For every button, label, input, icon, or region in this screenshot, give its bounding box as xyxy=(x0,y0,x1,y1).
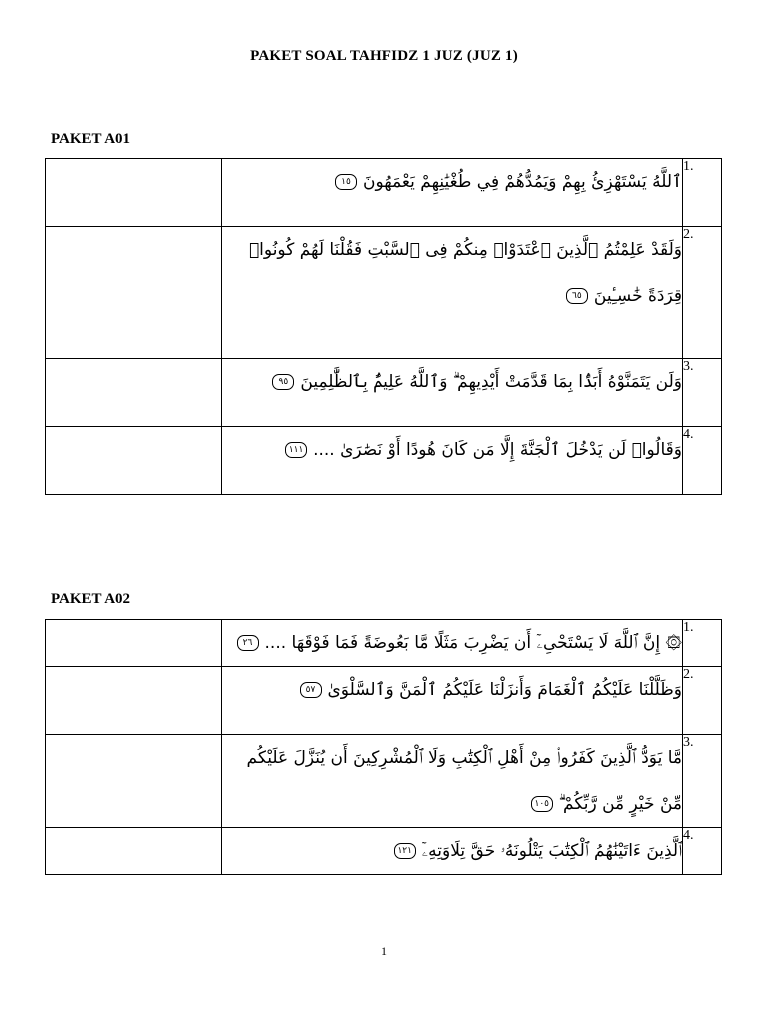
answer-cell[interactable] xyxy=(46,735,222,828)
table-row xyxy=(46,227,722,359)
verse-text: ٱللَّهُ يَسْتَهْزِئُ بِهِمْ وَيَمُدُّهُمْ فِي طُغْيَٰنِهِمْ يَعْمَهُونَ xyxy=(362,172,682,192)
verse-cell xyxy=(222,828,683,875)
table-row xyxy=(46,828,722,875)
section-title-a01: PAKET A01 xyxy=(51,131,131,147)
verse-text: ٱلَّذِينَ ءَاتَيْنَٰهُمُ ٱلْكِتَٰبَ يَتْلُونَهُۥ حَقَّ تِلَاوَتِهِۦٓ xyxy=(421,841,682,861)
verse-text: ۞ إِنَّ ٱللَّهَ لَا يَسْتَحْىِۦٓ أَن يَضْرِبَ مَثَلًا مَّا بَعُوضَةً فَمَا فَوْقَهَا .... xyxy=(264,633,682,653)
ayah-number-icon: ١١١ xyxy=(285,442,307,458)
row-number: 4. xyxy=(683,427,722,495)
page-title: PAKET SOAL TAHFIDZ 1 JUZ (JUZ 1) xyxy=(250,48,518,64)
verse-text: وَقَالُوا۟ لَن يَدْخُلَ ٱلْجَنَّةَ إِلَّا مَن كَانَ هُودًا أَوْ نَصَٰرَىٰ .... xyxy=(313,440,682,460)
row-number: 2. xyxy=(683,667,722,735)
row-number: 2. xyxy=(683,227,722,359)
verse-cell xyxy=(222,159,683,227)
answer-cell[interactable] xyxy=(46,359,222,427)
page-number: 1 xyxy=(381,944,387,958)
verse-text: وَلَقَدْ عَلِمْتُمُ ٱلَّذِينَ ٱعْتَدَوْا۟ مِنكُمْ فِى ٱلسَّبْتِ فَقُلْنَا لَهُمْ كُونُوا۟ قِرَدَةً خَٰسِـِٔينَ xyxy=(248,240,682,306)
verse-text: وَظَلَّلْنَا عَلَيْكُمُ ٱلْغَمَامَ وَأَنزَلْنَا عَلَيْكُمُ ٱلْمَنَّ وَٱلسَّلْوَىٰ xyxy=(327,680,682,700)
verse-cell xyxy=(222,735,683,828)
answer-cell[interactable] xyxy=(46,667,222,735)
verse-cell xyxy=(222,620,683,667)
paket-a01-table xyxy=(45,158,722,495)
ayah-number-icon: ١٢١ xyxy=(394,843,416,859)
row-number: 3. xyxy=(683,359,722,427)
table-row xyxy=(46,159,722,227)
verse-cell xyxy=(222,359,683,427)
verse-text: وَلَن يَتَمَنَّوْهُ أَبَدًۢا بِمَا قَدَّمَتْ أَيْدِيهِمْ ۗ وَٱللَّهُ عَلِيمٌۢ بِٱلظَّٰلِمِينَ xyxy=(300,372,682,392)
row-number: 4. xyxy=(683,828,722,875)
answer-cell[interactable] xyxy=(46,620,222,667)
row-number: 3. xyxy=(683,735,722,828)
ayah-number-icon: ٩٥ xyxy=(272,374,294,390)
answer-cell[interactable] xyxy=(46,159,222,227)
table-row xyxy=(46,427,722,495)
row-number: 1. xyxy=(683,620,722,667)
verse-text: مَّا يَوَدُّ ٱلَّذِينَ كَفَرُوا۟ مِنْ أَهْلِ ٱلْكِتَٰبِ وَلَا ٱلْمُشْرِكِينَ أَن يُنَزَّلَ عَلَيْكُم مِّنْ خَيْرٍ مِّن رَّبِّكُمْ ۗ xyxy=(246,748,682,814)
paket-a02-table xyxy=(45,619,722,875)
table-row xyxy=(46,359,722,427)
row-number: 1. xyxy=(683,159,722,227)
answer-cell[interactable] xyxy=(46,828,222,875)
ayah-number-icon: ٦٥ xyxy=(566,288,588,304)
table-row xyxy=(46,667,722,735)
table-row xyxy=(46,620,722,667)
verse-cell xyxy=(222,667,683,735)
answer-cell[interactable] xyxy=(46,427,222,495)
ayah-number-icon: ٢٦ xyxy=(237,635,259,651)
table-row xyxy=(46,735,722,828)
ayah-number-icon: ١٥ xyxy=(335,174,357,190)
ayah-number-icon: ٥٧ xyxy=(300,682,322,698)
section-title-a02: PAKET A02 xyxy=(51,591,131,607)
answer-cell[interactable] xyxy=(46,227,222,359)
verse-cell xyxy=(222,227,683,359)
ayah-number-icon: ١٠٥ xyxy=(531,796,553,812)
verse-cell xyxy=(222,427,683,495)
